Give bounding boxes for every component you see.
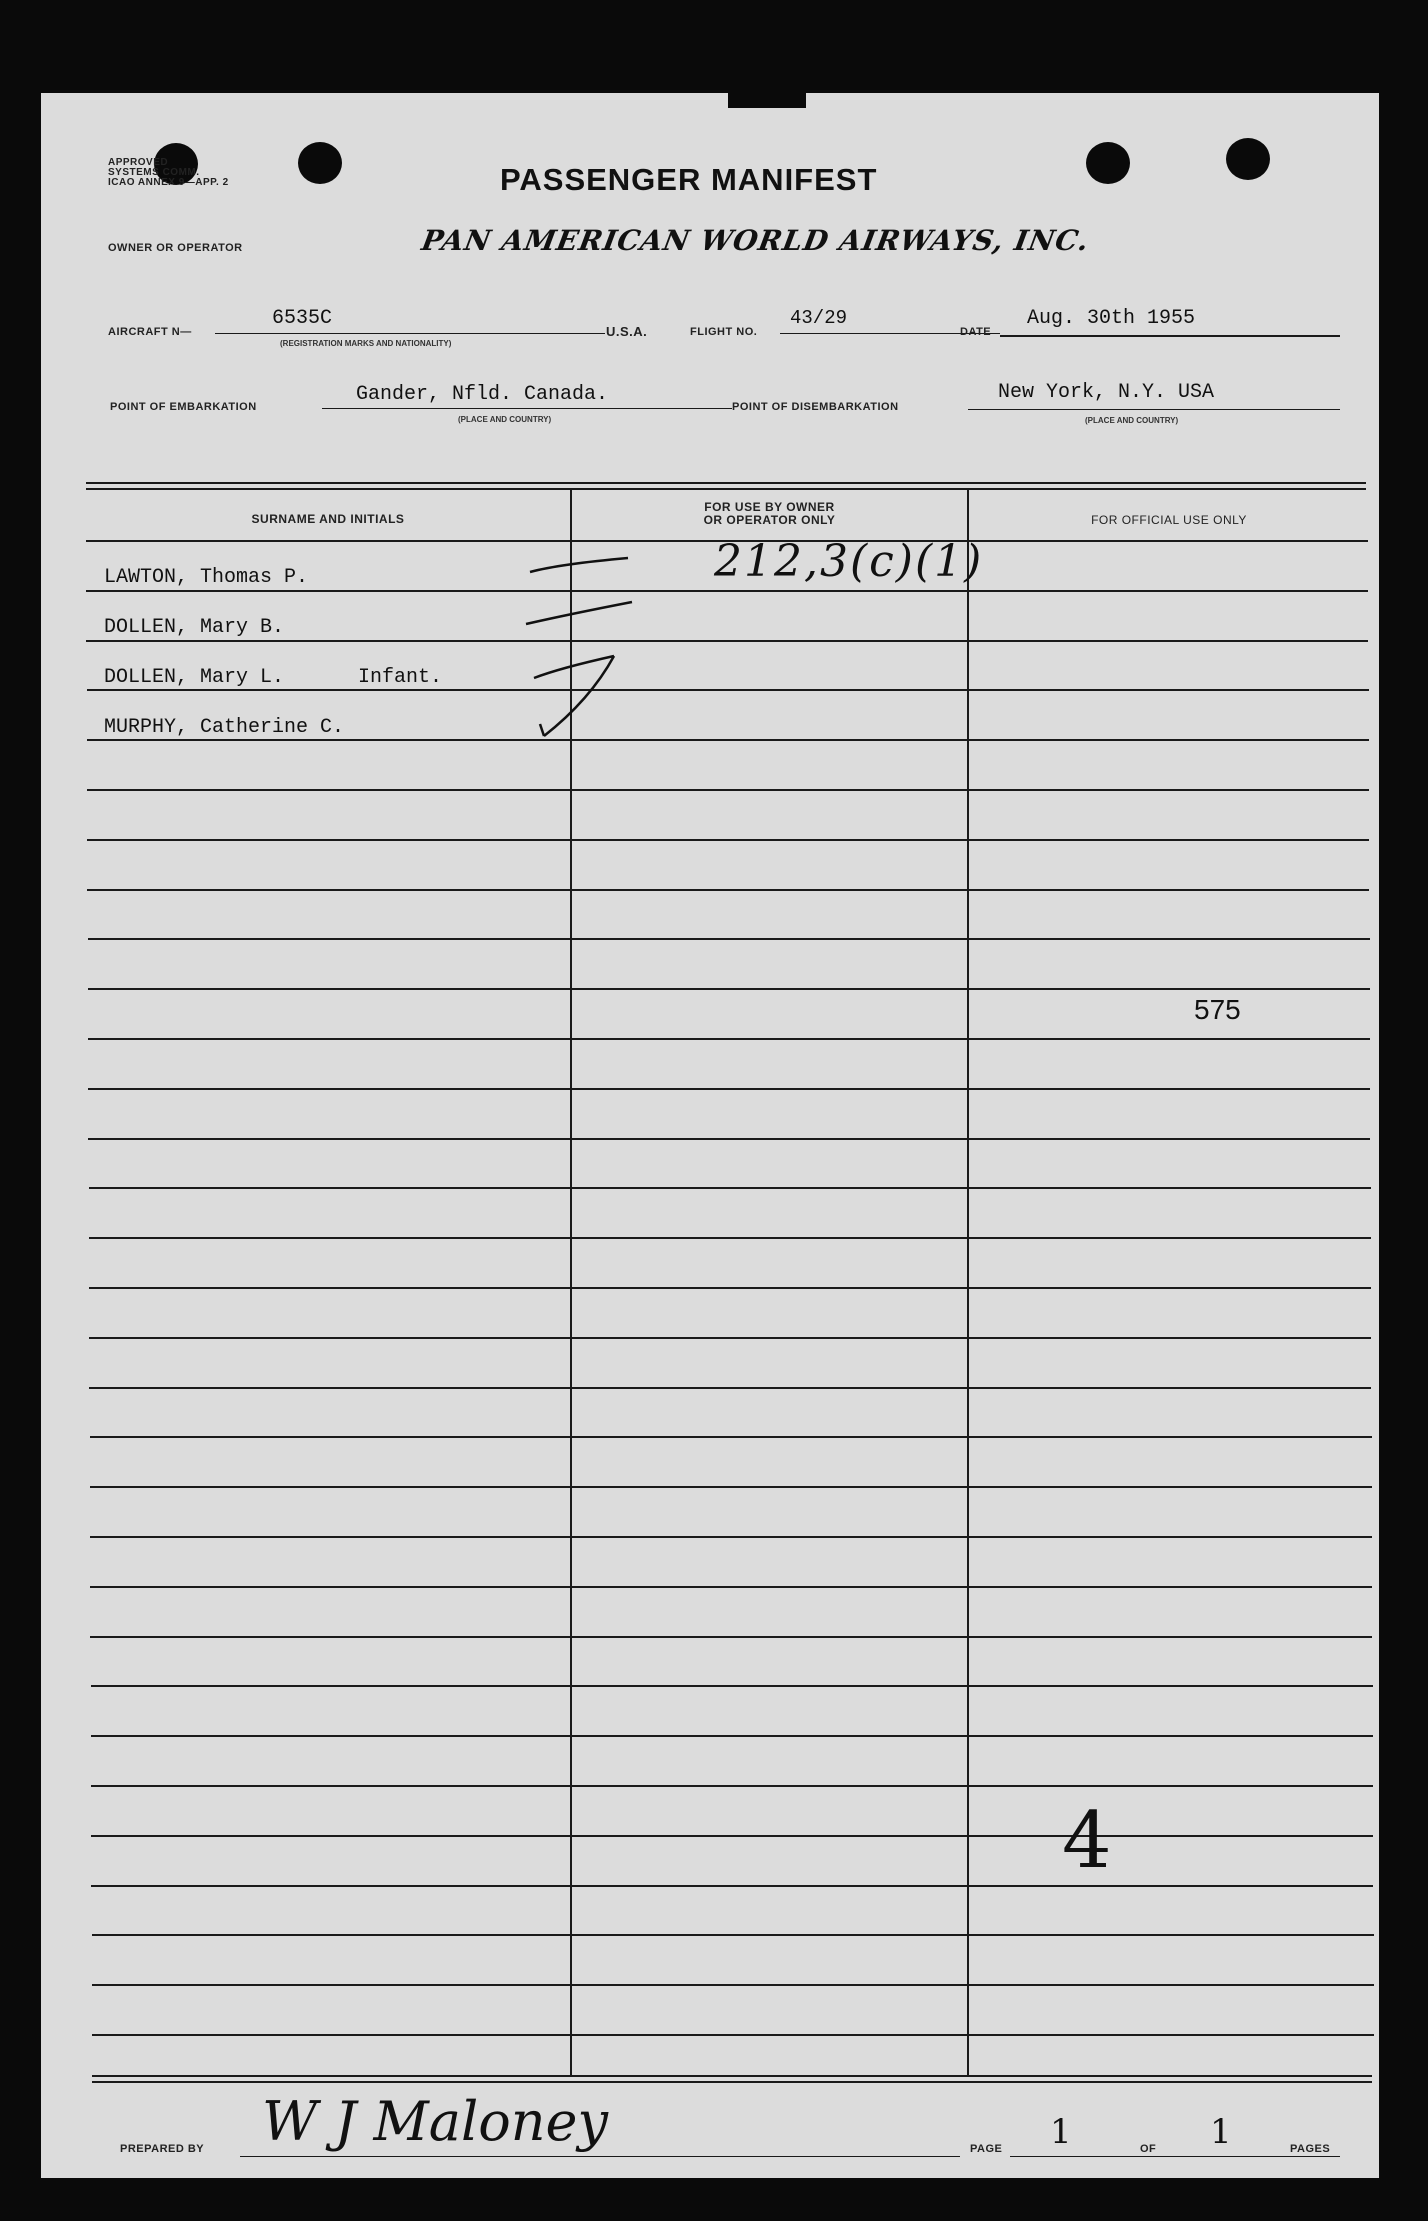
ruled-line <box>90 1636 1372 1638</box>
ruled-line <box>90 1536 1372 1538</box>
date-underline <box>1000 335 1340 337</box>
aircraft-sublabel: (REGISTRATION MARKS AND NATIONALITY) <box>280 339 452 348</box>
table-top-rule <box>86 482 1366 484</box>
official-count: 4 <box>1062 1796 1112 1886</box>
table-bottom-rule <box>92 2081 1372 2083</box>
ruled-line <box>88 1038 1370 1040</box>
prepared-by-underline <box>240 2156 960 2157</box>
check-marks <box>520 550 640 750</box>
ruled-line <box>89 1387 1371 1389</box>
ruled-line <box>92 1934 1374 1936</box>
punch-hole <box>1226 138 1270 180</box>
column-header-owner: FOR USE BY OWNER OR OPERATOR ONLY <box>703 500 836 527</box>
disembarkation-label: POINT OF DISEMBARKATION <box>732 401 899 413</box>
ruled-line <box>92 2034 1374 2036</box>
ruled-line <box>91 1735 1373 1737</box>
passenger-name: MURPHY, Catherine C. <box>104 716 345 739</box>
embarkation-sublabel: (PLACE AND COUNTRY) <box>458 415 552 424</box>
ruled-line <box>88 1138 1370 1140</box>
approval-block <box>108 158 229 188</box>
pages-label: PAGES <box>1290 2143 1331 2155</box>
top-notch <box>728 88 806 108</box>
flight-value: 43/29 <box>790 307 848 329</box>
ruled-line <box>88 988 1370 990</box>
ruled-line <box>87 889 1369 891</box>
passenger-name: DOLLEN, Mary B. <box>104 616 285 639</box>
page-label: PAGE <box>970 2143 1003 2155</box>
ruled-line <box>86 590 1368 592</box>
ruled-line <box>90 1486 1372 1488</box>
ruled-line <box>89 1237 1371 1239</box>
owner-label: OWNER OR OPERATOR <box>108 242 243 254</box>
disembarkation-sublabel: (PLACE AND COUNTRY) <box>1085 416 1179 425</box>
ruled-line <box>86 640 1368 642</box>
date-value: Aug. 30th 1955 <box>1027 307 1196 330</box>
column-header-official: FOR OFFICIAL USE ONLY <box>1091 513 1247 527</box>
passenger-note: Infant. <box>358 666 443 689</box>
ruled-line <box>88 938 1370 940</box>
ruled-line <box>87 739 1369 741</box>
ruled-line <box>91 1785 1373 1787</box>
passenger-name: DOLLEN, Mary L. <box>104 666 285 689</box>
ruled-line <box>88 1088 1370 1090</box>
passenger-name: LAWTON, Thomas P. <box>104 566 309 589</box>
embarkation-underline <box>322 408 732 409</box>
punch-hole <box>1086 142 1130 184</box>
ruled-line <box>89 1287 1371 1289</box>
ruled-line <box>92 1984 1374 1986</box>
ruled-line <box>90 1436 1372 1438</box>
ruled-line <box>89 1187 1371 1189</box>
page-of-label: OF <box>1140 2143 1157 2155</box>
prepared-by-signature: W J Maloney <box>262 2090 608 2153</box>
page-underline <box>1010 2156 1340 2157</box>
disembarkation-value: New York, N.Y. USA <box>998 381 1215 404</box>
approval-line: SYSTEMS COMM. <box>108 167 200 178</box>
punch-hole <box>298 142 342 184</box>
ruled-line <box>90 1586 1372 1588</box>
ruled-line <box>91 1835 1373 1837</box>
owner-annotation: 212,3(c)(1) <box>714 536 984 587</box>
embarkation-value: Gander, Nfld. Canada. <box>356 383 609 406</box>
page-number: 1 <box>1050 2112 1072 2152</box>
table-bottom-rule <box>92 2075 1372 2077</box>
page-total: 1 <box>1210 2112 1232 2152</box>
column-divider <box>967 490 969 2075</box>
approval-line: APPROVED <box>108 157 169 168</box>
official-number: 575 <box>1194 994 1241 1025</box>
embarkation-label: POINT OF EMBARKATION <box>110 401 257 413</box>
flight-label: FLIGHT NO. <box>690 326 758 338</box>
airline-name: PAN AMERICAN WORLD AIRWAYS, INC. <box>419 224 1093 257</box>
aircraft-nationality: U.S.A. <box>606 324 648 339</box>
ruled-line <box>91 1685 1373 1687</box>
column-header-name: SURNAME AND INITIALS <box>251 512 405 526</box>
aircraft-label: AIRCRAFT N— <box>108 326 192 338</box>
ruled-line <box>89 1337 1371 1339</box>
ruled-line <box>87 839 1369 841</box>
approval-line: ICAO ANNEX 9—APP. 2 <box>108 177 229 188</box>
aircraft-underline <box>215 333 605 334</box>
form-title: PASSENGER MANIFEST <box>500 162 878 197</box>
aircraft-value: 6535C <box>272 307 333 330</box>
disembarkation-underline <box>968 409 1340 410</box>
table-top-rule <box>86 488 1366 490</box>
ruled-line <box>91 1885 1373 1887</box>
prepared-by-label: PREPARED BY <box>120 2143 205 2155</box>
ruled-line <box>87 789 1369 791</box>
ruled-line <box>87 689 1369 691</box>
date-label: DATE <box>960 326 992 338</box>
